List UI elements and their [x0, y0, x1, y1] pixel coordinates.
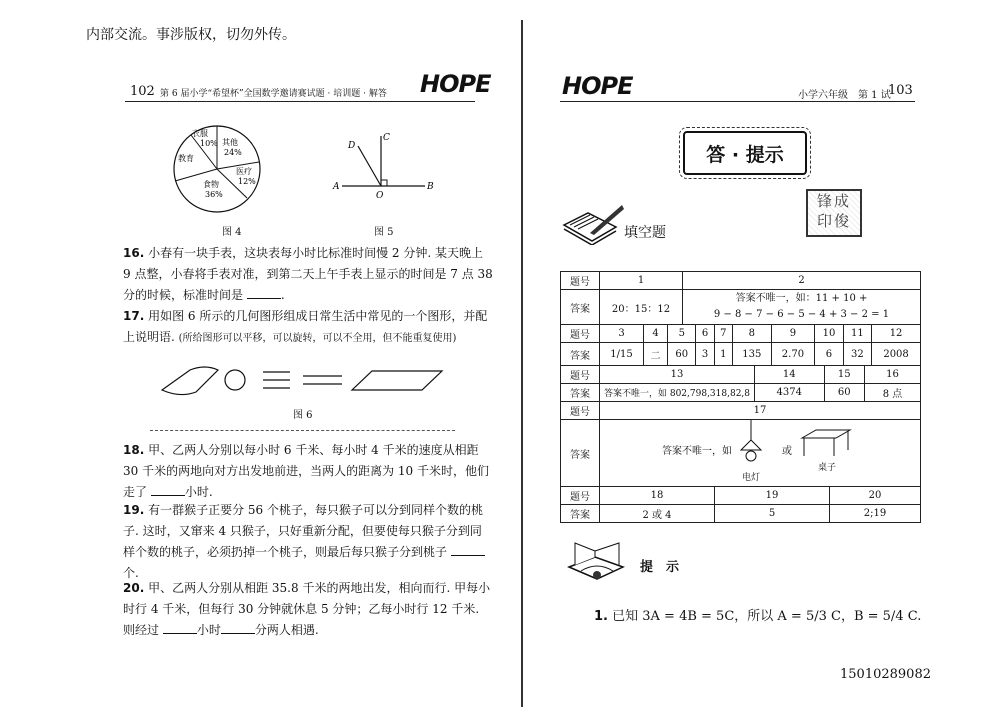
table-cell: 答案	[561, 343, 600, 366]
question-16-text: 小春有一块手表，这块表每小时比标准时间慢 2 分钟. 某天晚上 9 点整，小春将手表对准，到第二天上午手表上显示的时间是 7 点 38 分的时候，标准时间是	[123, 246, 493, 302]
question-18-text: 甲、乙两人分别以每小时 6 千米、每小时 4 千米的速度从相距 30 千米的两地向对方出发地前进，当两人的距离为 10 千米时，他们走了	[123, 443, 489, 499]
table-cell: 题号	[561, 402, 600, 420]
notebook-pencil-icon	[560, 203, 625, 245]
table-cell: 6	[696, 325, 714, 343]
table-cell: 题号	[561, 487, 600, 505]
answer-blank	[163, 622, 197, 634]
right-header-rule	[560, 101, 915, 102]
footer-number: 15010289082	[840, 667, 931, 682]
fill-in-section-title: 填空题	[624, 225, 666, 241]
left-header-title: 第 6 届小学“希望杯”全国数学邀请赛试题 · 培训题 · 解答	[160, 89, 387, 99]
table-cell: 2008	[872, 343, 921, 366]
table-cell: 答案不唯一，如：11 + 10 + 9 − 8 − 7 − 6 − 5 − 4 + 3 − 2 = 1	[683, 290, 921, 325]
table-cell: 3	[696, 343, 714, 366]
page-gutter	[521, 20, 523, 707]
table-cell: 17	[600, 402, 921, 420]
table-icon	[798, 428, 853, 458]
hint-section-title: 提 示	[640, 560, 680, 575]
figure-5-caption: 图 5	[374, 227, 394, 238]
table-cell: 18	[600, 487, 715, 505]
table-cell: 4374	[755, 384, 825, 402]
table-cell: 题号	[561, 325, 600, 343]
pie-label-other: 其他	[222, 138, 238, 147]
table-cell: 答案不唯一，如 电灯 或 桌子	[600, 420, 921, 487]
answer-table	[560, 271, 921, 523]
question-17-note: (所给图形可以平移，可以旋转，可以不全用，但不能重复使用)	[178, 333, 457, 344]
pie-value-medical: 12%	[238, 177, 256, 186]
table-cell: 20：15：12	[600, 290, 683, 325]
table-cell: 19	[715, 487, 830, 505]
sector-shape	[162, 367, 218, 395]
angle-figure	[330, 128, 440, 203]
pie-label-education: 教育	[178, 154, 194, 163]
table-cell: 4	[644, 325, 668, 343]
parallelogram-shape	[352, 371, 442, 390]
answer-blank	[451, 544, 485, 556]
figure-4-caption: 图 4	[222, 227, 242, 238]
question-17-text: 用如图 6 所示的几何图形组成日常生活中常见的一个图形，并配上说明语.	[123, 309, 488, 344]
shapes-figure	[160, 362, 450, 398]
question-19: 19. 有一群猴子正要分 56 个桃子，每只猴子可以分到同样个数的桃子. 这时，又窜来 4 只猴子，只好重新分配，但要使每只猴子分到同样个数的桃子，必须扔掉一个桃子，则最后每只猴子分到桃子 个.	[123, 503, 483, 580]
pie-label-food: 食物	[203, 180, 219, 189]
table-cell: 答案	[561, 420, 600, 487]
question-16: 16. 小春有一块手表，这块表每小时比标准时间慢 2 分钟. 某天晚上 9 点整，小春将手表对准，到第二天上午手表上显示的时间是 7 点 38 分的时候，标准时间是 .	[123, 246, 493, 302]
table-cell: 1	[714, 343, 732, 366]
hint-1-text: 已知 3A = 4B = 5C，所以 A = 5/3 C，B = 5/4 C.	[612, 609, 922, 624]
pie-label-medical: 医疗	[236, 167, 252, 176]
question-19-number: 19.	[123, 503, 145, 517]
table-cell: 7	[714, 325, 732, 343]
table-cell: 3	[600, 325, 644, 343]
angle-label-a: A	[333, 182, 340, 192]
table-cell: 2 或 4	[600, 505, 715, 523]
left-header-rule	[125, 101, 475, 102]
pie-value-other: 24%	[224, 148, 242, 157]
angle-label-o: O	[376, 191, 384, 201]
dotted-divider	[150, 430, 455, 431]
circle-shape	[225, 370, 245, 390]
pie-chart-figure	[170, 121, 265, 218]
hope-logo-left: HOPE	[420, 70, 491, 98]
table-cell: 答案不唯一，如 802,798,318,82,8	[600, 384, 755, 402]
angle-label-c: C	[383, 133, 390, 143]
question-20: 20. 甲、乙两人分别从相距 35.8 千米的两地出发，相向而行. 甲每小时行 4 千米，但每行 30 分钟就休息 5 分钟；乙每小时行 12 千米. 则经过 小时 分两人相遇.	[123, 581, 491, 637]
label-question-no: 题号	[561, 272, 600, 290]
table-cell: 135	[732, 343, 771, 366]
seal-stamp: 锋成 印俊	[806, 189, 862, 237]
figure-6-caption: 图 6	[293, 410, 313, 421]
table-cell: 12	[872, 325, 921, 343]
table-cell: 答案	[561, 384, 600, 402]
left-page-number: 102	[130, 84, 155, 99]
table-cell: 2	[683, 272, 921, 290]
table-cell: 9	[771, 325, 815, 343]
table-cell: 2;19	[830, 505, 921, 523]
question-18-number: 18.	[123, 443, 145, 457]
pie-value-food: 36%	[205, 190, 223, 199]
open-book-icon	[565, 537, 627, 585]
table-cell: 10	[815, 325, 843, 343]
table-cell: 60	[824, 384, 864, 402]
angle-label-d: D	[348, 141, 356, 151]
answer-blank	[221, 622, 255, 634]
table-cell: 1	[600, 272, 683, 290]
question-20-number: 20.	[123, 581, 145, 595]
table-cell: 60	[668, 343, 696, 366]
pie-label-clothes: 衣服	[192, 129, 208, 138]
table-cell: 20	[830, 487, 921, 505]
question-20-text: 甲、乙两人分别从相距 35.8 千米的两地出发，相向而行. 甲每小时行 4 千米，但每行 30 分钟就休息 5 分钟；乙每小时行 12 千米. 则经过	[123, 581, 491, 637]
table-cell: 答案	[561, 505, 600, 523]
angle-label-b: B	[427, 182, 434, 192]
table-cell: 二	[644, 343, 668, 366]
table-cell: 5	[668, 325, 696, 343]
question-19-text: 有一群猴子正要分 56 个桃子，每只猴子可以分到同样个数的桃子. 这时，又窜来 4 只猴子，只好重新分配，但要使每只猴子分到同样个数的桃子，必须扔掉一个桃子，则最后每只猴子分到桃子	[123, 503, 483, 559]
table-cell: 11	[843, 325, 871, 343]
question-17-number: 17.	[123, 309, 145, 323]
table-cell: 1/15	[600, 343, 644, 366]
label-answer: 答案	[561, 290, 600, 325]
table-cell: 8	[732, 325, 771, 343]
table-cell: 32	[843, 343, 871, 366]
table-cell: 6	[815, 343, 843, 366]
question-18: 18. 甲、乙两人分别以每小时 6 千米、每小时 4 千米的速度从相距 30 千米的两地向对方出发地前进，当两人的距离为 10 千米时，他们走了 小时.	[123, 443, 489, 499]
table-cell: 5	[715, 505, 830, 523]
table-cell: 14	[755, 366, 825, 384]
table-cell: 8 点	[864, 384, 920, 402]
lamp-icon	[736, 420, 766, 468]
table-cell: 2.70	[771, 343, 815, 366]
pie-value-clothes: 10%	[200, 139, 218, 148]
copyright-notice: 内部交流。事涉版权，切勿外传。	[86, 27, 296, 43]
hint-1: 1. 已知 3A = 4B = 5C，所以 A = 5/3 C，B = 5/4 C.	[594, 609, 922, 624]
question-16-number: 16.	[123, 246, 145, 260]
hope-logo-right: HOPE	[562, 72, 633, 100]
answer-blank	[247, 287, 281, 299]
right-header-title: 小学六年级 第 1 试	[798, 90, 891, 101]
table-cell: 15	[824, 366, 864, 384]
answer-banner: 答 · 提示	[683, 131, 807, 175]
table-cell: 16	[864, 366, 920, 384]
right-page-number: 103	[888, 83, 913, 98]
table-cell: 题号	[561, 366, 600, 384]
question-17	[123, 306, 493, 349]
table-cell: 13	[600, 366, 755, 384]
answer-blank	[151, 484, 185, 496]
